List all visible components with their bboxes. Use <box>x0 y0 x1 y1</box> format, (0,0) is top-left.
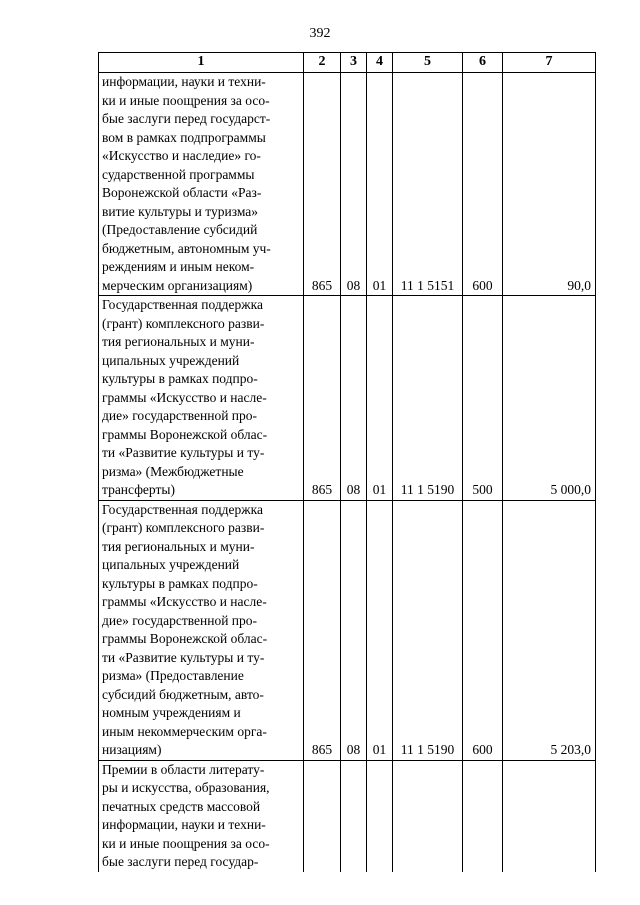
header-col-1: 1 <box>99 53 304 73</box>
budget-table <box>98 52 596 872</box>
amount-value: 5 000,0 <box>503 296 596 501</box>
target-article-code: 11 1 5190 <box>393 296 463 501</box>
header-col-6: 6 <box>463 53 503 73</box>
table-row <box>99 500 596 760</box>
expense-type-code: 600 <box>463 73 503 296</box>
row-description: Премии в области литерату- ры и искусства, образования, печатных средств массовой информации, науки и техни- ки и иные поощрения за осо- бые заслуги перед государ- <box>99 760 304 872</box>
subsection-code: 01 <box>367 73 393 296</box>
section-code <box>341 760 367 872</box>
header-col-2: 2 <box>304 53 341 73</box>
expense-type-code <box>463 760 503 872</box>
amount-value <box>503 760 596 872</box>
row-description: Государственная поддержка (грант) комплексного разви- тия региональных и муни- ципальных учреждений культуры в рамках подпро- граммы «Искусство и насле- дие» государственной про- граммы Воронежской облас- ти «Развитие культуры и ту- ризма» (Межбюджетные трансферты) <box>99 296 304 501</box>
ministry-code <box>304 760 341 872</box>
target-article-code <box>393 760 463 872</box>
expense-type-code: 500 <box>463 296 503 501</box>
row-description: информации, науки и техни- ки и иные поощрения за осо- бые заслуги перед государст- вом в рамках подпрограммы «Искусство и наследие» го- сударственной программы Воронежской области «Раз- витие культуры и туризма» (Предоставление субсидий бюджетным, автономным уч- реждениям и иным неком- мерческим организациям) <box>99 73 304 296</box>
ministry-code: 865 <box>304 500 341 760</box>
subsection-code: 01 <box>367 296 393 501</box>
section-code: 08 <box>341 296 367 501</box>
expense-type-code: 600 <box>463 500 503 760</box>
table-row <box>99 73 596 296</box>
header-col-5: 5 <box>393 53 463 73</box>
amount-value: 90,0 <box>503 73 596 296</box>
subsection-code: 01 <box>367 500 393 760</box>
header-col-3: 3 <box>341 53 367 73</box>
ministry-code: 865 <box>304 296 341 501</box>
section-code: 08 <box>341 500 367 760</box>
target-article-code: 11 1 5151 <box>393 73 463 296</box>
row-description: Государственная поддержка (грант) комплексного разви- тия региональных и муни- ципальных учреждений культуры в рамках подпро- граммы «Искусство и насле- дие» государственной про- граммы Воронежской облас- ти «Развитие культуры и ту- ризма» (Предоставление субсидий бюджетным, авто- номным учреждениям и иным некоммерческим орга- низациям) <box>99 500 304 760</box>
header-col-4: 4 <box>367 53 393 73</box>
header-col-7: 7 <box>503 53 596 73</box>
table-row <box>99 296 596 501</box>
header-row <box>99 53 596 73</box>
table-row <box>99 760 596 872</box>
subsection-code <box>367 760 393 872</box>
section-code: 08 <box>341 73 367 296</box>
page-number: 392 <box>309 26 331 41</box>
amount-value: 5 203,0 <box>503 500 596 760</box>
ministry-code: 865 <box>304 73 341 296</box>
target-article-code: 11 1 5190 <box>393 500 463 760</box>
